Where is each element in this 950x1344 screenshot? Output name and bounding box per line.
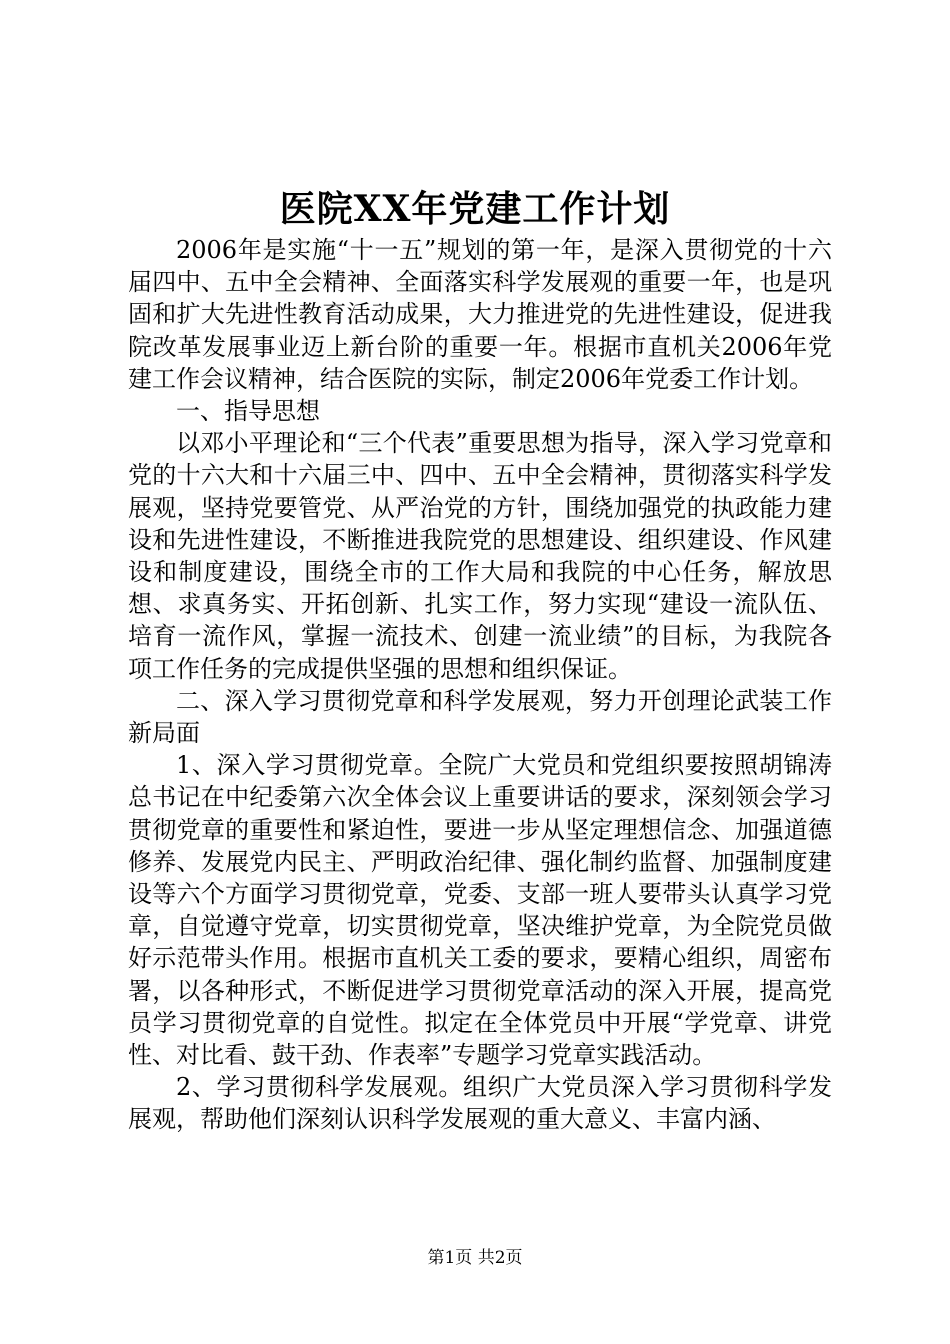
- heading-guiding-thought: 一、指导思想: [176, 397, 320, 426]
- page-footer: 第1页 共2页: [427, 1248, 523, 1268]
- paragraph-intro: 2006年是实施“十一五”规划的第一年，是深入贯彻党的十六届四中、五中全会精神、全面落实科学发展观的重要一年，也是巩固和扩大先进性教育活动成果，大力推进党的先进性建设，促进我院改革发展事业迈上新台阶的重要一年。根据市直机关2006年党建工作会议精神，结合医院的实际，制定2006年党委工作计划。: [128, 236, 832, 393]
- paragraph-guiding-thought: 以邓小平理论和“三个代表”重要思想为指导，深入学习党章和党的十六大和十六届三中、四中、五中全会精神，贯彻落实科学发展观，坚持党要管党、从严治党的方针，围绕加强党的执政能力建设和先进性建设，不断推进我院党的思想建设、组织建设、作风建设和制度建设，围绕全市的工作大局和我院的中心任务，解放思想、求真务实、开拓创新、扎实工作，努力实现“建设一流队伍、培育一流作风，掌握一流技术、创建一流业绩”的目标，为我院各项工作任务的完成提供坚强的思想和组织保证。: [128, 429, 832, 683]
- document-body: [128, 234, 832, 1136]
- document-title: 医院XX年党建工作计划: [279, 188, 671, 230]
- paragraph-item-two: 2、学习贯彻科学发展观。组织广大党员深入学习贯彻科学发展观，帮助他们深刻认识科学发展观的重大意义、丰富内涵、: [128, 1073, 832, 1134]
- paragraph-item-one: 1、深入学习贯彻党章。全院广大党员和党组织要按照胡锦涛总书记在中纪委第六次全体会议上重要讲话的要求，深刻领会学习贯彻党章的重要性和紧迫性，要进一步从坚定理想信念、加强道德修养、发展党内民主、严明政治纪律、强化制约监督、加强制度建设等六个方面学习贯彻党章，党委、支部一班人要带头认真学习党章，自觉遵守党章，切实贯彻党章，坚决维护党章，为全院党员做好示范带头作用。根据市直机关工委的要求，要精心组织，周密布署，以各种形式，不断促进学习贯彻党章活动的深入开展，提高党员学习贯彻党章的自觉性。拟定在全体党员中开展“学党章、讲党性、对比看、鼓干劲、作表率”专题学习党章实践活动。: [128, 751, 832, 1070]
- heading-section-two: 二、深入学习贯彻党章和科学发展观，努力开创理论武装工作新局面: [128, 686, 832, 748]
